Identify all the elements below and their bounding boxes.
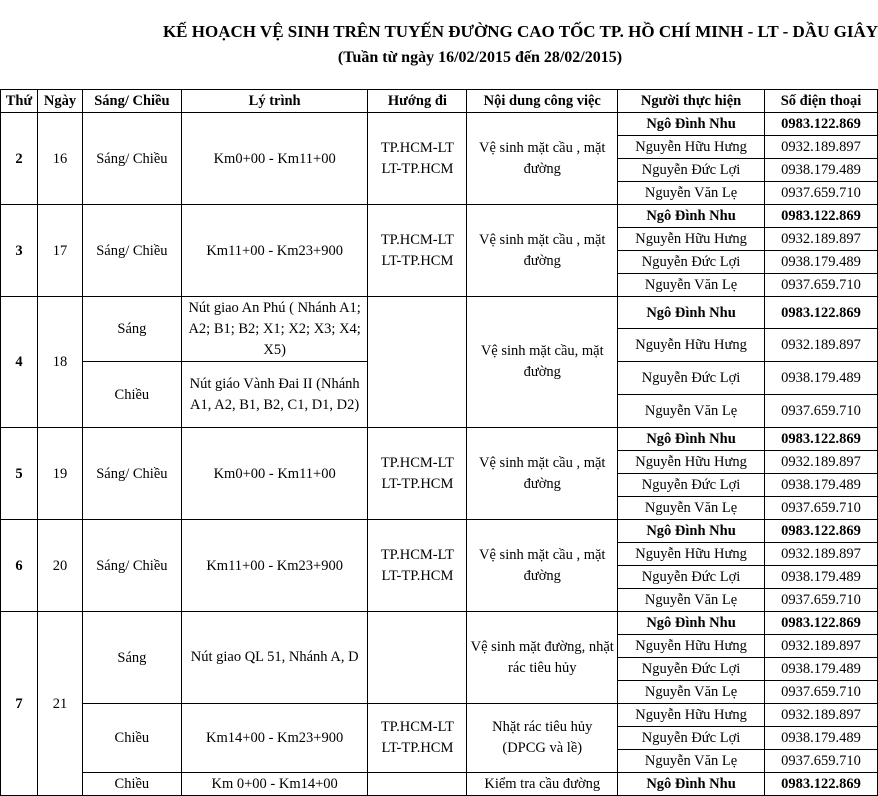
cell-ly-trinh: Km11+00 - Km23+900 [181,205,368,297]
cell-phone: 0932.189.897 [765,329,878,362]
page-subtitle: (Tuần từ ngày 16/02/2015 đến 28/02/2015) [337,49,623,66]
cell-person: Ngô Đình Nhu [618,612,765,635]
cell-person: Ngô Đình Nhu [618,428,765,451]
cell-noi-dung: Kiểm tra cầu đường [467,773,618,796]
header-ngay: Ngày [37,90,82,113]
cell-phone: 0983.122.869 [765,113,878,136]
header-sdt: Số điện thoại [765,90,878,113]
cell-thu: 7 [1,612,38,796]
cell-person: Ngô Đình Nhu [618,297,765,329]
cell-phone: 0983.122.869 [765,205,878,228]
cell-person: Ngô Đình Nhu [618,113,765,136]
header-noi-dung: Nội dung công việc [467,90,618,113]
cell-person: Nguyễn Đức Lợi [618,727,765,750]
cell-phone: 0938.179.489 [765,658,878,681]
cell-phone: 0937.659.710 [765,750,878,773]
cell-huong-di: TP.HCM-LT LT-TP.HCM [368,428,467,520]
cell-huong-di [368,773,467,796]
cell-phone: 0938.179.489 [765,727,878,750]
cell-person: Nguyễn Đức Lợi [618,474,765,497]
cell-sang-chieu: Sáng/ Chiều [82,205,181,297]
table-row [1,113,878,136]
cell-ngay: 20 [37,520,82,612]
cell-phone: 0938.179.489 [765,566,878,589]
cell-noi-dung: Vệ sinh mặt cầu, mặt đường [467,297,618,428]
cell-person: Nguyễn Đức Lợi [618,566,765,589]
cell-huong-di [368,612,467,704]
cell-ngay: 19 [37,428,82,520]
cell-person: Nguyễn Hữu Hưng [618,704,765,727]
cell-phone: 0938.179.489 [765,474,878,497]
cell-huong-di: TP.HCM-LT LT-TP.HCM [368,113,467,205]
cell-ly-trinh: Nút giao QL 51, Nhánh A, D [181,612,368,704]
cell-ly-trinh: Nút giao An Phú ( Nhánh A1; A2; B1; B2; X1; X2; X3; X4; X5) [181,297,368,362]
cell-phone: 0937.659.710 [765,589,878,612]
cell-noi-dung: Vệ sinh mặt cầu , mặt đường [467,428,618,520]
cell-person: Nguyễn Văn Lẹ [618,750,765,773]
header-huong-di: Hướng đi [368,90,467,113]
cell-ly-trinh: Km 0+00 - Km14+00 [181,773,368,796]
table-row [1,773,878,796]
cell-person: Nguyễn Hữu Hưng [618,136,765,159]
table-row [1,205,878,228]
cell-ngay: 16 [37,113,82,205]
cell-noi-dung: Vệ sinh mặt đường, nhặt rác tiêu hủy [467,612,618,704]
table-row [1,297,878,329]
cell-noi-dung: Vệ sinh mặt cầu , mặt đường [467,205,618,297]
cell-person: Nguyễn Đức Lợi [618,159,765,182]
table-row [1,428,878,451]
header-sang-chieu: Sáng/ Chiều [82,90,181,113]
cell-sang-chieu: Sáng [82,612,181,704]
cell-person: Ngô Đình Nhu [618,205,765,228]
cell-phone: 0938.179.489 [765,251,878,274]
cell-thu: 2 [1,113,38,205]
cell-thu: 3 [1,205,38,297]
cell-phone: 0932.189.897 [765,136,878,159]
cell-thu: 4 [1,297,38,428]
cell-person: Nguyễn Đức Lợi [618,362,765,395]
cell-phone: 0983.122.869 [765,428,878,451]
table-row [1,704,878,727]
cell-huong-di: TP.HCM-LT LT-TP.HCM [368,205,467,297]
cell-person: Nguyễn Văn Lẹ [618,589,765,612]
cell-person: Nguyễn Văn Lẹ [618,681,765,704]
header-thu: Thứ [1,90,38,113]
cell-person: Nguyễn Đức Lợi [618,658,765,681]
schedule-table [0,89,878,796]
cell-sang-chieu: Chiều [82,773,181,796]
cell-person: Ngô Đình Nhu [618,520,765,543]
cell-noi-dung: Vệ sinh mặt cầu , mặt đường [467,113,618,205]
cell-person: Nguyễn Văn Lẹ [618,274,765,297]
cell-huong-di: TP.HCM-LT LT-TP.HCM [368,520,467,612]
cell-noi-dung: Nhặt rác tiêu hủy (DPCG và lề) [467,704,618,773]
cell-phone: 0983.122.869 [765,520,878,543]
cell-person: Nguyễn Văn Lẹ [618,395,765,428]
cell-person: Nguyễn Văn Lẹ [618,182,765,205]
cell-phone: 0937.659.710 [765,274,878,297]
cell-ly-trinh: Km0+00 - Km11+00 [181,113,368,205]
table-row [1,612,878,635]
cell-ly-trinh: Nút giáo Vành Đai II (Nhánh A1, A2, B1, B2, C1, D1, D2) [181,362,368,428]
cell-person: Nguyễn Đức Lợi [618,251,765,274]
cell-ngay: 17 [37,205,82,297]
cell-ly-trinh: Km14+00 - Km23+900 [181,704,368,773]
cell-phone: 0932.189.897 [765,635,878,658]
cell-ngay: 21 [37,612,82,796]
header-row [1,90,878,113]
cell-phone: 0937.659.710 [765,395,878,428]
cell-phone: 0983.122.869 [765,612,878,635]
cell-sang-chieu: Chiều [82,362,181,428]
cell-thu: 5 [1,428,38,520]
header-nguoi: Người thực hiện [618,90,765,113]
cell-phone: 0983.122.869 [765,297,878,329]
cell-ly-trinh: Km0+00 - Km11+00 [181,428,368,520]
cell-phone: 0938.179.489 [765,362,878,395]
cell-thu: 6 [1,520,38,612]
cell-ngay: 18 [37,297,82,428]
cell-phone: 0932.189.897 [765,543,878,566]
cell-huong-di: TP.HCM-LT LT-TP.HCM [368,704,467,773]
cell-noi-dung: Vệ sinh mặt cầu , mặt đường [467,520,618,612]
cell-person: Ngô Đình Nhu [618,773,765,796]
cell-phone: 0938.179.489 [765,159,878,182]
cell-sang-chieu: Chiều [82,704,181,773]
cell-sang-chieu: Sáng [82,297,181,362]
cell-phone: 0937.659.710 [765,497,878,520]
cell-ly-trinh: Km11+00 - Km23+900 [181,520,368,612]
cell-sang-chieu: Sáng/ Chiều [82,113,181,205]
cell-person: Nguyễn Hữu Hưng [618,228,765,251]
cell-person: Nguyễn Hữu Hưng [618,451,765,474]
table-row [1,520,878,543]
cell-phone: 0983.122.869 [765,773,878,796]
cell-phone: 0932.189.897 [765,704,878,727]
cell-phone: 0932.189.897 [765,228,878,251]
cell-phone: 0932.189.897 [765,451,878,474]
cell-person: Nguyễn Hữu Hưng [618,543,765,566]
cell-phone: 0937.659.710 [765,182,878,205]
cell-sang-chieu: Sáng/ Chiều [82,520,181,612]
page-title: KẾ HOẠCH VỆ SINH TRÊN TUYẾN ĐƯỜNG CAO TỐC TP. HỒ CHÍ MINH - LT - DẦU GIÂY [162,22,878,41]
cell-person: Nguyễn Hữu Hưng [618,635,765,658]
cell-person: Nguyễn Hữu Hưng [618,329,765,362]
cell-phone: 0937.659.710 [765,681,878,704]
cell-huong-di [368,297,467,428]
header-ly-trinh: Lý trình [181,90,368,113]
cell-sang-chieu: Sáng/ Chiều [82,428,181,520]
cell-person: Nguyễn Văn Lẹ [618,497,765,520]
